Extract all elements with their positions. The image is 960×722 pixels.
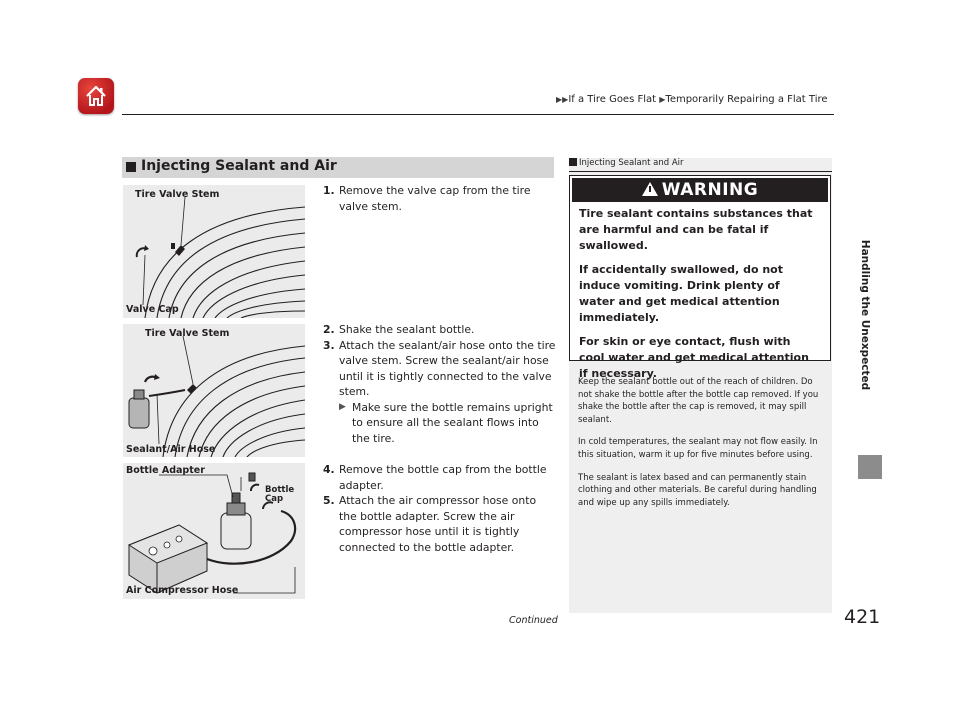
sidebar-rule bbox=[569, 171, 832, 172]
tire-hose-illustration bbox=[123, 324, 305, 457]
chapter-tab-marker[interactable] bbox=[858, 455, 882, 479]
step-note-text: Make sure the bottle remains upright to ensure all the sealant flows into the tire. bbox=[352, 400, 553, 445]
figure-remove-valve-cap bbox=[123, 185, 305, 318]
reference-icon bbox=[569, 158, 577, 166]
label-valve-cap: Valve Cap bbox=[126, 304, 179, 315]
sidebar-note: In cold temperatures, the sealant may not flow easily. In this situation, warm it up for five minutes before using. bbox=[578, 437, 818, 460]
step-text: Shake the sealant bottle. bbox=[339, 323, 475, 336]
step-number: 5. bbox=[323, 494, 335, 507]
sidebar-note: The sealant is latex based and can permanently stain clothing and other materials. Be careful during handling and wipe up any spills immediately. bbox=[578, 472, 817, 508]
section-square-icon bbox=[126, 162, 136, 172]
label-tire-valve-stem: Tire Valve Stem bbox=[135, 189, 220, 200]
compressor-illustration bbox=[123, 463, 305, 599]
step-text: Remove the valve cap from the tire valve stem. bbox=[339, 184, 531, 213]
label-tire-valve-stem: Tire Valve Stem bbox=[145, 328, 230, 339]
label-sealant-air-hose: Sealant/Air Hose bbox=[126, 444, 216, 455]
warning-text bbox=[579, 206, 819, 390]
step-note bbox=[323, 400, 557, 447]
sidebar-note: Keep the sealant bottle out of the reach of children. Do not shake the bottle after the bottle cap removed. If you shake the bottle after the cap is removed, it may spill sealant. bbox=[578, 377, 819, 425]
step-item bbox=[323, 462, 557, 493]
breadcrumb-arrow-icon: ▶ bbox=[659, 95, 666, 104]
tire-illustration bbox=[123, 185, 305, 318]
note-arrow-icon: ▶ bbox=[339, 401, 346, 412]
step-text: Attach the air compressor hose onto the bottle adapter. Screw the air compressor hose until it is tightly connected to the bottle adapter. bbox=[339, 494, 537, 554]
breadcrumb-item[interactable]: If a Tire Goes Flat bbox=[568, 94, 657, 105]
step-text: Attach the sealant/air hose onto the tire valve stem. Screw the sealant/air hose until it is tightly connected to the valve stem. bbox=[339, 338, 556, 398]
breadcrumb bbox=[556, 94, 828, 105]
step-number: 3. bbox=[323, 338, 335, 352]
step-list-3 bbox=[323, 462, 557, 555]
sidebar-note-list bbox=[578, 376, 826, 519]
step-item bbox=[323, 322, 557, 338]
continued-label: Continued bbox=[509, 615, 558, 626]
breadcrumb-arrow-icon: ▶▶ bbox=[556, 95, 569, 104]
step-item bbox=[323, 493, 557, 555]
chapter-tab-label: Handling the Unexpected bbox=[859, 239, 871, 391]
step-number: 1. bbox=[323, 184, 335, 197]
step-item bbox=[323, 183, 557, 214]
figure-attach-compressor bbox=[123, 463, 305, 599]
warning-paragraph: Tire sealant contains substances that are harmful and can be fatal if swallowed. bbox=[579, 207, 813, 252]
step-item bbox=[323, 338, 557, 400]
label-bottle-adapter: Bottle Adapter bbox=[126, 465, 205, 476]
figure-attach-hose bbox=[123, 324, 305, 457]
sidebar-notes bbox=[569, 158, 832, 613]
breadcrumb-item[interactable]: Temporarily Repairing a Flat Tire bbox=[665, 94, 828, 105]
step-text: Remove the bottle cap from the bottle adapter. bbox=[339, 463, 547, 492]
label-bottle: Bottle bbox=[265, 485, 295, 495]
step-list-1 bbox=[323, 183, 557, 214]
step-number: 2. bbox=[323, 323, 335, 336]
section-heading bbox=[122, 157, 554, 178]
sidebar-title: Injecting Sealant and Air bbox=[569, 158, 832, 168]
step-number: 4. bbox=[323, 463, 335, 476]
section-title: Injecting Sealant and Air bbox=[141, 158, 337, 174]
warning-box bbox=[569, 175, 831, 380]
warning-paragraph: For skin or eye contact, flush with cool water and get medical attention if necessary. bbox=[579, 335, 809, 380]
warning-label: WARNING bbox=[661, 180, 759, 200]
label-air-compressor-hose: Air Compressor Hose bbox=[126, 585, 239, 596]
warning-paragraph: If accidentally swallowed, do not induce vomiting. Drink plenty of water and get medical attention immediately. bbox=[579, 263, 783, 324]
header-rule bbox=[122, 114, 834, 115]
label-cap: Cap bbox=[265, 494, 284, 504]
page-number: 421 bbox=[844, 606, 881, 628]
warning-header bbox=[572, 178, 828, 202]
home-icon bbox=[84, 84, 108, 108]
warning-triangle-icon bbox=[642, 182, 658, 196]
home-button[interactable] bbox=[78, 78, 114, 114]
step-list-2 bbox=[323, 322, 557, 446]
